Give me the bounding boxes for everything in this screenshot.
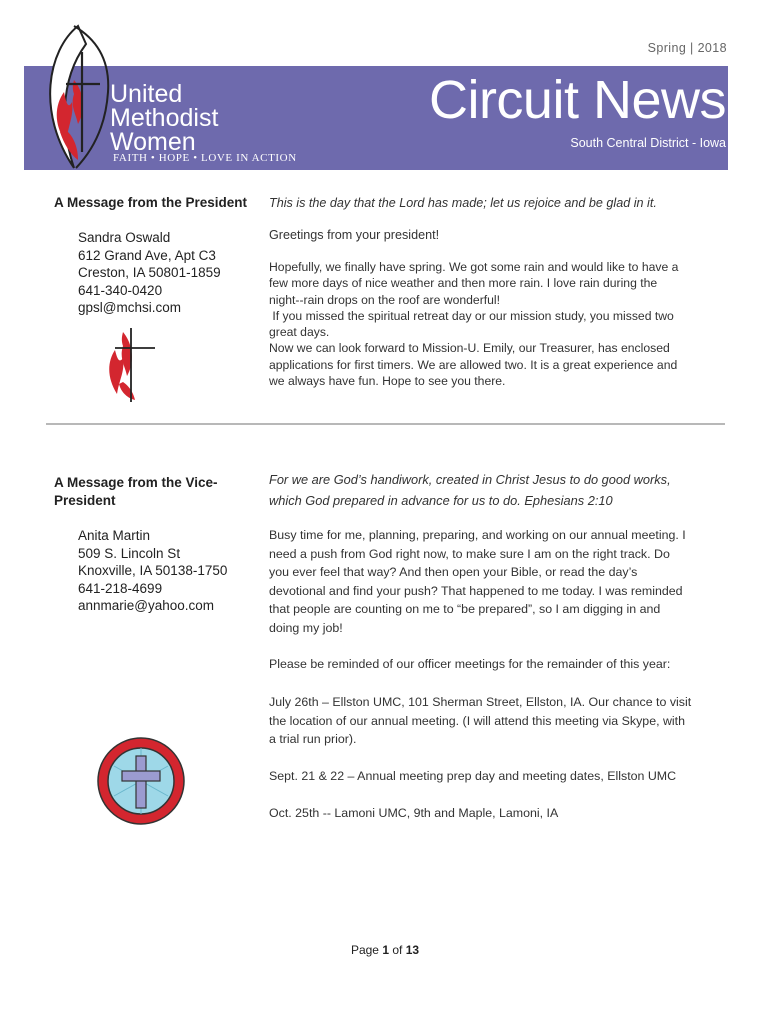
stained-glass-cross-icon	[96, 736, 186, 826]
president-name: Sandra Oswald	[78, 230, 171, 245]
page-label: Page	[350, 943, 379, 957]
vice-president-paragraph-4: Sept. 21 & 22 – Annual meeting prep day and meeting dates, Ellston UMC	[269, 769, 677, 783]
vice-president-quote-line: For we are God’s handiwork, created in Christ Jesus to do good works,	[269, 472, 671, 487]
president-message-line: applications for first timers. We are allowed two. It is a great experience and	[269, 357, 678, 372]
vice-president-address: 509 S. Lincoln St	[78, 545, 181, 561]
paragraph-line: need a push from God right now, to make sure I am on the right track. Do	[269, 546, 670, 561]
paragraph-line: devotional and find your push? That happened to me today. I was reminded	[269, 583, 683, 598]
vice-president-paragraph-2: Please be reminded of our officer meetings for the remainder of this year:	[269, 657, 671, 671]
paragraph-line: doing my job!	[269, 620, 343, 635]
cross-and-flame-logo-icon	[38, 22, 118, 172]
president-message-line: Now we can look forward to Mission-U. Emily, our Treasurer, has enclosed	[269, 341, 670, 356]
vice-president-quote	[269, 469, 671, 511]
president-address: 612 Grand Ave, Apt C3	[78, 247, 216, 263]
vice-president-heading	[54, 474, 218, 510]
president-greeting: Greetings from your president!	[269, 228, 440, 242]
president-message-line: If you missed the spiritual retreat day or our mission study, you missed two	[269, 308, 674, 323]
page-footer	[0, 943, 770, 957]
logo-tagline: FAITH • HOPE • LOVE IN ACTION	[113, 152, 297, 164]
newsletter-title: Circuit News	[428, 70, 726, 130]
president-message-line: night--rain drops on the roof are wonderful!	[269, 292, 501, 307]
president-email: gpsl@mchsi.com	[78, 300, 181, 316]
newsletter-subtitle: South Central District - Iowa	[570, 136, 726, 150]
president-phone: 641-340-0420	[78, 282, 163, 298]
logo-line-united: United	[110, 80, 183, 108]
vice-president-paragraph-3	[269, 693, 724, 749]
vice-president-city: Knoxville, IA 50138-1750	[78, 563, 228, 579]
vice-president-heading-line: A Message from the Vice-	[54, 475, 218, 490]
president-message-line: Hopefully, we finally have spring. We got some rain and would like to have a	[269, 260, 679, 274]
president-message-line: we always have fun. Hope to see you there.	[269, 374, 506, 389]
president-message-line: great days.	[269, 325, 330, 340]
paragraph-line: July 26th – Ellston UMC, 101 Sherman Street, Ellston, IA. Our chance to visit	[269, 695, 692, 709]
umw-logo	[38, 22, 298, 172]
vice-president-paragraph-5: Oct. 25th -- Lamoni UMC, 9th and Maple, Lamoni, IA	[269, 806, 559, 820]
logo-line-women: Women	[110, 128, 196, 156]
president-heading: A Message from the President	[54, 195, 248, 210]
vice-president-phone: 641-218-4699	[78, 580, 163, 596]
paragraph-line: a trial run prior).	[269, 732, 357, 747]
logo-wordmark	[110, 82, 218, 154]
president-message	[269, 259, 719, 389]
page-number: 1	[382, 943, 389, 957]
paragraph-line: that people are counting on me to “be prepared”, so I am digging in and	[269, 602, 661, 617]
president-city: Creston, IA 50801-1859	[78, 265, 221, 281]
vice-president-name: Anita Martin	[78, 528, 151, 543]
total-pages: 13	[405, 943, 420, 957]
paragraph-line: Busy time for me, planning, preparing, and working on our annual meeting. I	[269, 528, 686, 542]
logo-line-methodist: Methodist	[110, 104, 219, 132]
vice-president-email: annmarie@yahoo.com	[78, 598, 215, 614]
issue-season: Spring | 2018	[647, 41, 727, 55]
vice-president-quote-line: which God prepared in advance for us to do. Ephesians 2:10	[269, 493, 613, 508]
vice-president-contact	[78, 527, 227, 615]
paragraph-line: you ever feel that way? And then open your Bible, or read the day’s	[269, 565, 638, 580]
cross-and-flame-icon	[105, 322, 157, 402]
paragraph-line: the location of our annual meeting. (I will attend this meeting via Skype, with	[269, 713, 686, 728]
of-label: of	[392, 943, 403, 957]
president-quote: This is the day that the Lord has made; let us rejoice and be glad in it.	[269, 196, 657, 210]
vice-president-paragraph-1	[269, 526, 724, 638]
president-contact	[78, 229, 221, 317]
president-message-line: few more days of nice weather and then more rain. I love rain during the	[269, 276, 658, 291]
section-divider	[46, 423, 725, 425]
vice-president-heading-line: President	[54, 493, 116, 508]
